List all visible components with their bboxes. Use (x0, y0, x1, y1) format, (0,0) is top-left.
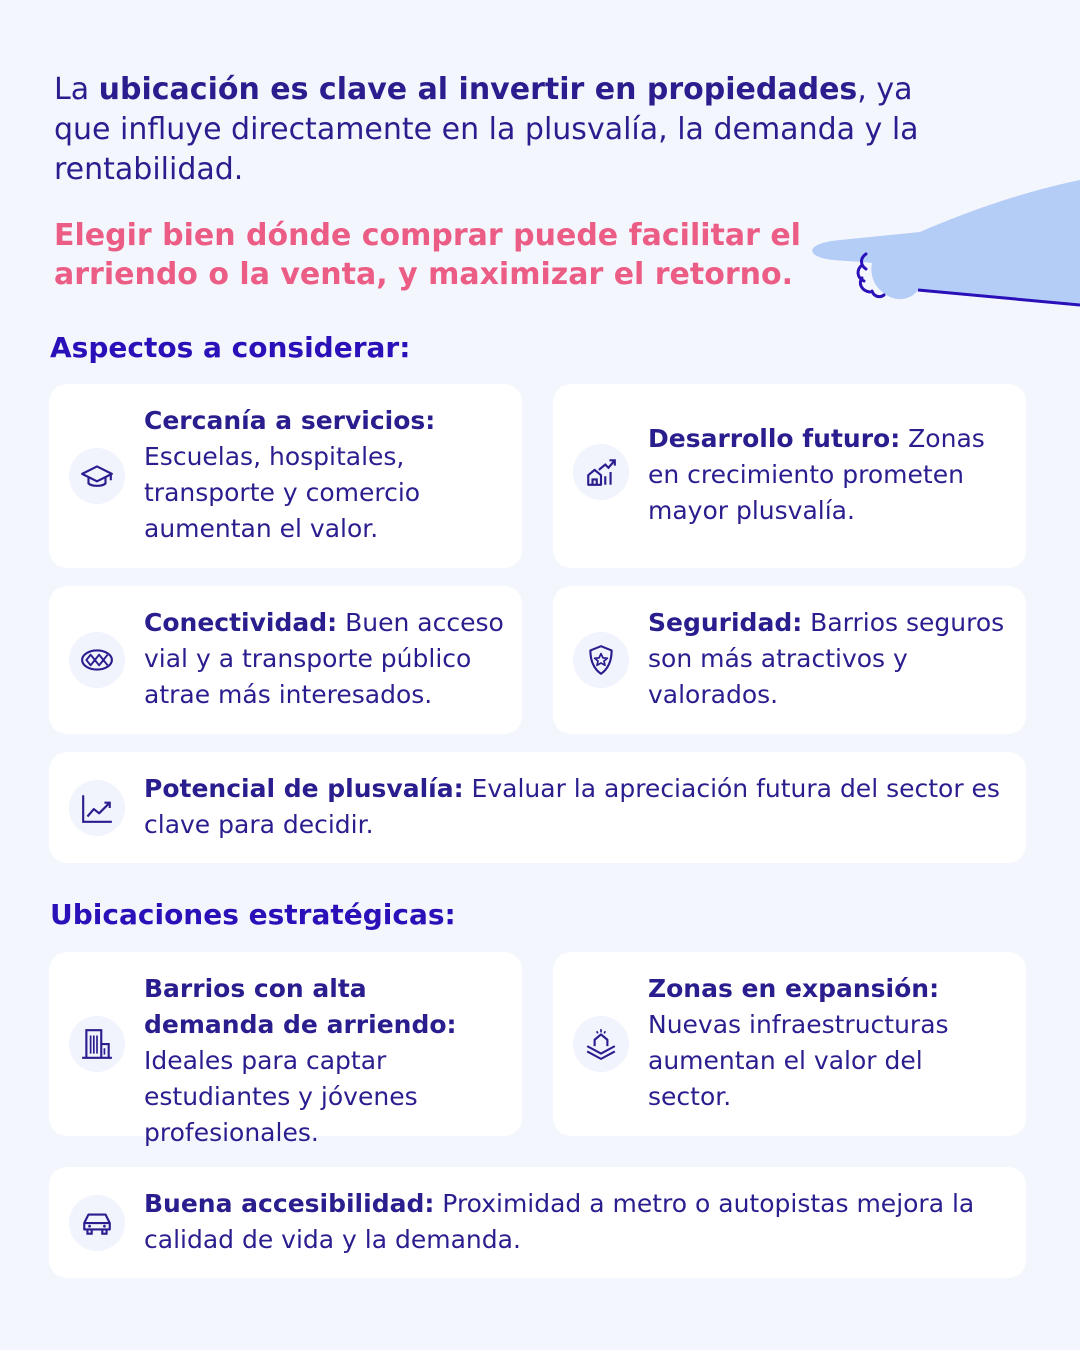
aspects-title: Aspectos a considerar: (50, 331, 411, 364)
aspect-card-services: Cercanía a servicios: Escuelas, hospitales, transporte y comercio aumentan el valor. (49, 384, 522, 568)
building-icon (69, 1016, 125, 1072)
highlight-paragraph: Elegir bien dónde comprar puede facilitar el arriendo o la venta, y maximizar el retorno. (54, 218, 801, 292)
locations-title: Ubicaciones estratégicas: (50, 898, 456, 931)
location-card-expansion: Zonas en expansión: Nuevas infraestructuras aumentan el valor del sector. (553, 952, 1026, 1136)
expansion-icon (573, 1016, 629, 1072)
growth-house-icon (573, 444, 629, 500)
location-card-accessibility: Buena accesibilidad: Proximidad a metro o autopistas mejora la calidad de vida y la demanda. (49, 1167, 1026, 1278)
intro-paragraph: La ubicación es clave al invertir en propiedades, ya que influye directamente en la plusvalía, la demanda y la rentabilidad. (54, 72, 919, 187)
intro-bold: ubicación es clave al invertir en propiedades (98, 72, 858, 107)
trend-chart-icon (69, 780, 125, 836)
aspect-card-security: Seguridad: Barrios seguros son más atractivos y valorados. (553, 586, 1026, 734)
aspect-card-appreciation: Potencial de plusvalía: Evaluar la apreciación futura del sector es clave para decidir. (49, 752, 1026, 863)
aspect-card-future-development: Desarrollo futuro: Zonas en crecimiento prometen mayor plusvalía. (553, 384, 1026, 568)
location-card-rental-demand: Barrios con alta demanda de arriendo: Ideales para captar estudiantes y jóvenes profesionales. (49, 952, 522, 1136)
car-icon (69, 1195, 125, 1251)
aspect-card-connectivity: Conectividad: Buen acceso vial y a transporte público atrae más interesados. (49, 586, 522, 734)
connectivity-icon (69, 632, 125, 688)
shield-star-icon (573, 632, 629, 688)
graduation-cap-icon (69, 448, 125, 504)
pointing-hand-illustration (800, 170, 1080, 320)
